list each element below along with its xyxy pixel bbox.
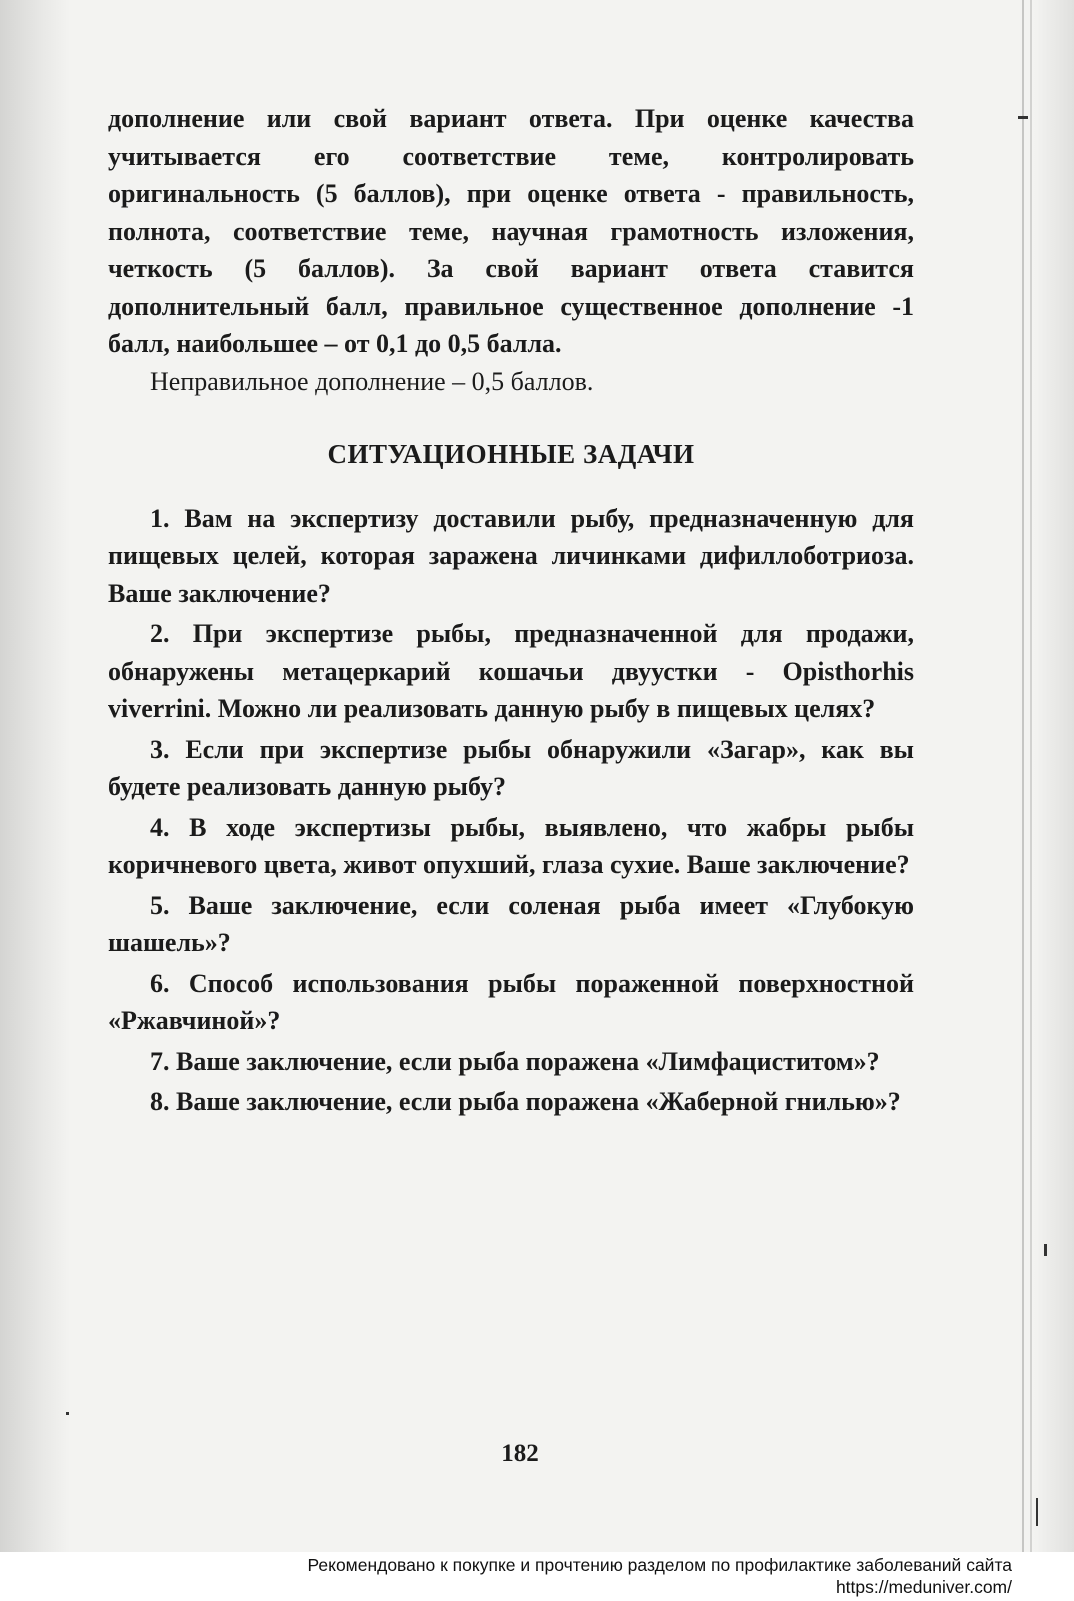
intro-paragraph: дополнение или свой вариант ответа. При оценке качества учитывается его соответствие теме, контролировать оригинальность (5 баллов), при оценке ответа - правильность, полнота, соответствие теме, научная грамотность изложения, четкость (5 баллов). За свой вариант ответа ставится дополнительный балл, правильное существенное дополнение -1 балл, наибольшее – от 0,1 до 0,5 балла. [108, 104, 914, 358]
task-item: 2. При экспертизе рыбы, предназначенной для продажи, обнаружены метацеркарий кошачьи двуустки - Opisthorhis viverrini. Можно ли реализовать данную рыбу в пищевых целях? [108, 619, 914, 723]
task-item: 5. Ваше заключение, если соленая рыба имеет «Глубокую шашель»? [108, 890, 914, 957]
scan-speck [1044, 1244, 1047, 1256]
task-item: 1. Вам на экспертизу доставили рыбу, предназначенную для пищевых целей, которая заражена личинками дифиллоботриоза. Ваше заключение? [108, 503, 914, 608]
binding-shadow [0, 0, 70, 1601]
task-item: 6. Способ использования рыбы пораженной поверхностной «Ржавчиной»? [108, 968, 914, 1035]
scan-speck [1036, 1498, 1038, 1526]
page-edge-line-outer [1030, 0, 1032, 1601]
page-edge-line [1022, 0, 1024, 1601]
wrong-addition-note: Неправильное дополнение – 0,5 баллов. [150, 366, 594, 396]
task-list [108, 500, 914, 1121]
task-item: 8. Ваше заключение, если рыба поражена «Жаберной гнилью»? [150, 1087, 901, 1116]
task-item: 3. Если при экспертизе рыбы обнаружили «Загар», как вы будете реализовать данную рыбу? [108, 734, 914, 801]
task-item: 7. Ваше заключение, если рыба поражена «Лимфациститом»? [150, 1046, 880, 1076]
page-body [108, 100, 914, 1121]
section-title: СИТУАЦИОННЫЕ ЗАДАЧИ [327, 439, 695, 469]
page-edge-shadow [1034, 0, 1074, 1601]
scan-speck [66, 1412, 69, 1415]
task-item: 4. В ходе экспертизы рыбы, выявлено, что жабры рыбы коричневого цвета, живот опухший, глаза сухие. Ваше заключение? [108, 812, 914, 879]
footer-recommendation: Рекомендовано к покупке и прочтению разделом по профилактике заболеваний сайта https://meduniver.com/ [307, 1555, 1012, 1597]
page-number: 182 [501, 1440, 539, 1467]
scan-speck [1018, 116, 1028, 119]
